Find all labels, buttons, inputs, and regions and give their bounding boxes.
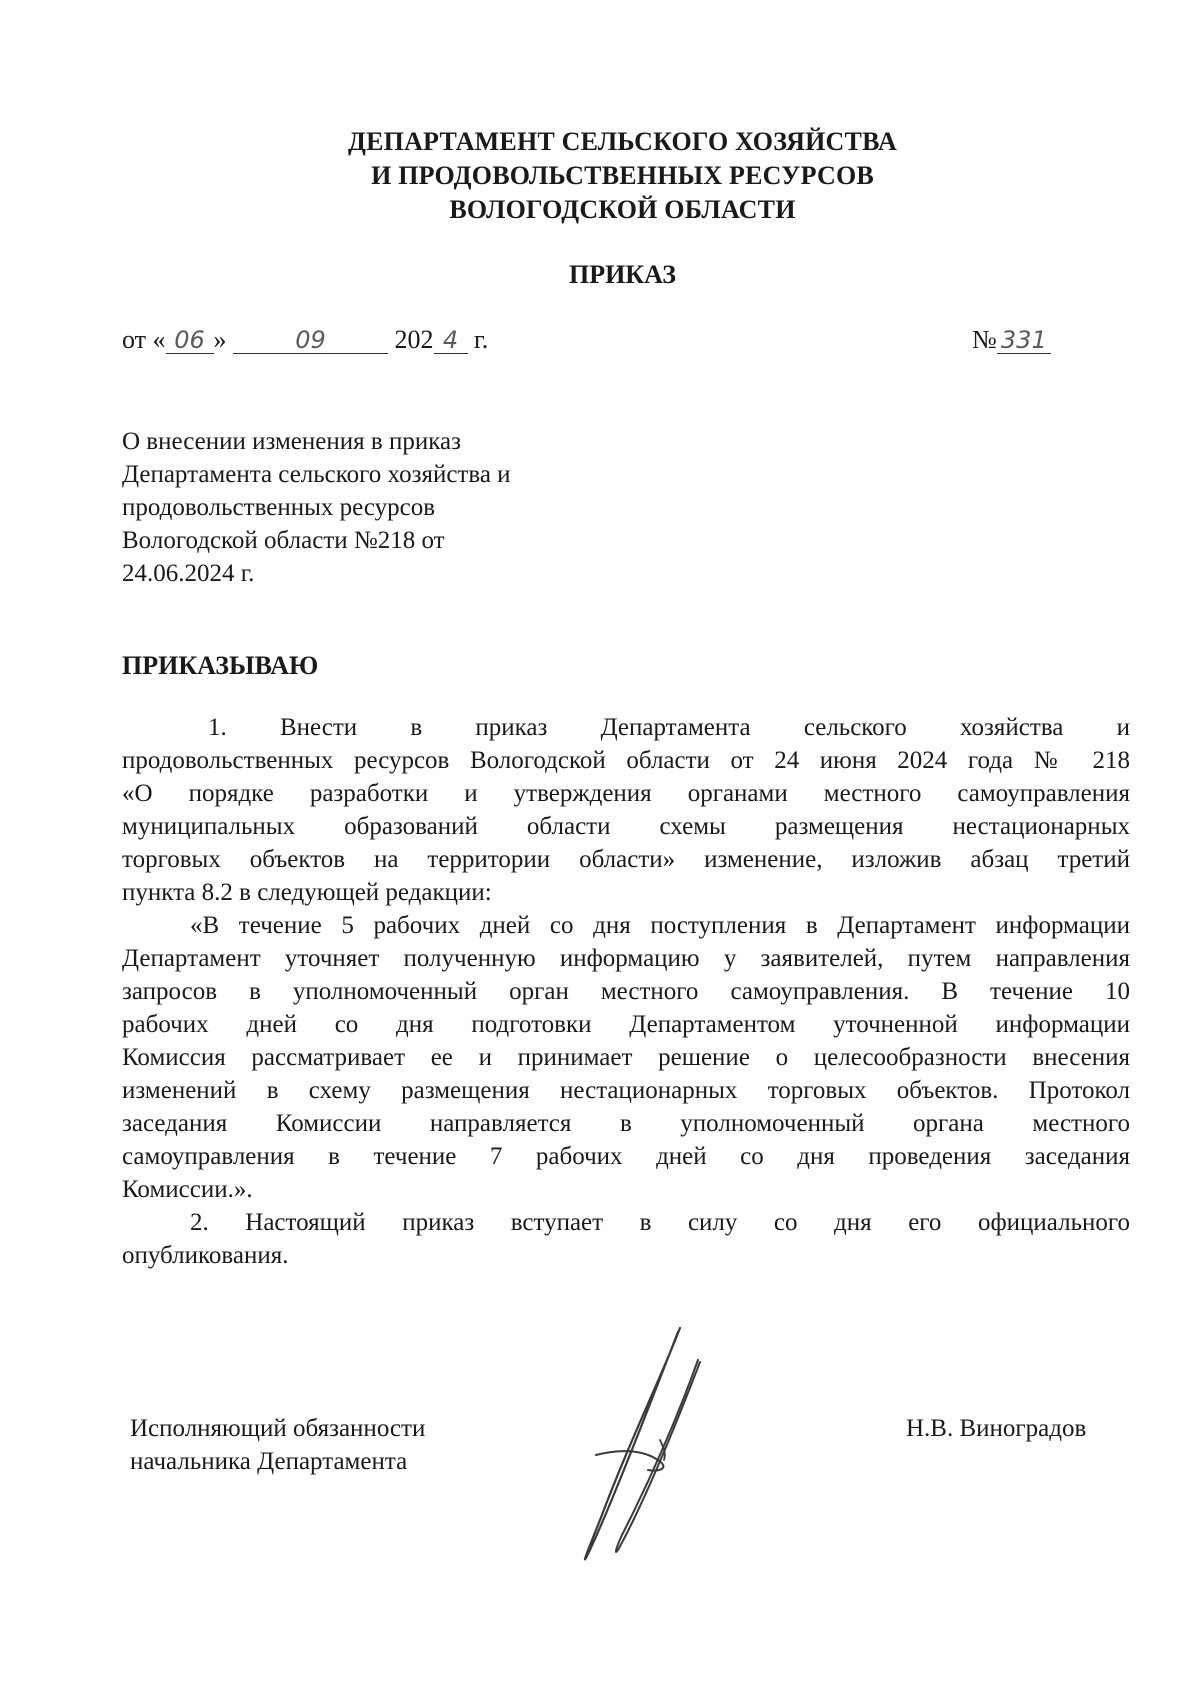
signer-position-line-2: начальника Департамента [130, 1448, 408, 1475]
body-line: Комиссии.». [122, 1176, 253, 1203]
number-label: № [972, 325, 997, 354]
body-line: самоуправления в течение 7 рабочих дней со дня проведения заседания [122, 1143, 1130, 1170]
date-year-digit-handwritten: 4 [434, 327, 468, 354]
order-number [972, 325, 1051, 355]
signer-name: Н.В. Виноградов [906, 1415, 1087, 1442]
body-line: продовольственных ресурсов Вологодской области от 24 июня 2024 года № 218 [122, 747, 1130, 774]
subject-line-4: Вологодской области №218 от [122, 527, 445, 554]
org-name-line-1: ДЕПАРТАМЕНТ СЕЛЬСКОГО ХОЗЯЙСТВА [348, 127, 897, 156]
date-month-handwritten: 09 [233, 327, 388, 354]
handwritten-signature [560, 1320, 730, 1570]
body-line: рабочих дней со дня подготовки Департаментом уточненной информации [122, 1011, 1130, 1038]
date-year-prefix: 202 [394, 325, 434, 354]
order-date [122, 325, 488, 355]
body-line: запросов в уполномоченный орган местного самоуправления. В течение 10 [122, 978, 1130, 1005]
document-subject [122, 425, 592, 590]
body-line: «О порядке разработки и утверждения органами местного самоуправления [122, 780, 1130, 807]
signer-position-line-1: Исполняющий обязанности [130, 1415, 426, 1442]
date-suffix: г. [474, 325, 489, 354]
signer-position [130, 1412, 425, 1478]
date-day-close: » [213, 325, 227, 354]
date-day-handwritten: 06 [166, 327, 214, 354]
body-line: опубликования. [122, 1242, 289, 1269]
body-line: муниципальных образований области схемы размещения нестационарных [122, 813, 1130, 840]
date-prefix: от « [122, 325, 166, 354]
body-line: 1. Внести в приказ Департамента сельского хозяйства и [208, 714, 1130, 741]
body-line: 2. Настоящий приказ вступает в силу со дня его официального [190, 1209, 1130, 1236]
document-type-title: ПРИКАЗ [568, 260, 677, 289]
body-line: Департамент уточняет полученную информацию у заявителей, путем направления [122, 945, 1130, 972]
body-line: пункта 8.2 в следующей редакции: [122, 879, 492, 906]
body-line: изменений в схему размещения нестационарных торговых объектов. Протокол [122, 1077, 1130, 1104]
body-line: «В течение 5 рабочих дней со дня поступления в Департамент информации [190, 912, 1130, 939]
org-name-line-2: И ПРОДОВОЛЬСТВЕННЫХ РЕСУРСОВ [371, 161, 874, 190]
org-name-line-3: ВОЛОГОДСКОЙ ОБЛАСТИ [449, 195, 796, 224]
body-line: торговых объектов на территории области» изменение, изложив абзац третий [122, 846, 1130, 873]
subject-line-3: продовольственных ресурсов [122, 494, 436, 521]
decree-heading: ПРИКАЗЫВАЮ [122, 651, 319, 680]
number-value-handwritten: 331 [997, 327, 1051, 354]
subject-line-1: О внесении изменения в приказ [122, 428, 461, 455]
body-line: заседания Комиссии направляется в уполномоченный органа местного [122, 1110, 1130, 1137]
document-body [122, 711, 1130, 1272]
subject-line-5: 24.06.2024 г. [122, 560, 255, 587]
organization-heading [0, 125, 1200, 227]
subject-line-2: Департамента сельского хозяйства и [122, 461, 511, 488]
body-line: Комиссия рассматривает ее и принимает решение о целесообразности внесения [122, 1044, 1130, 1071]
